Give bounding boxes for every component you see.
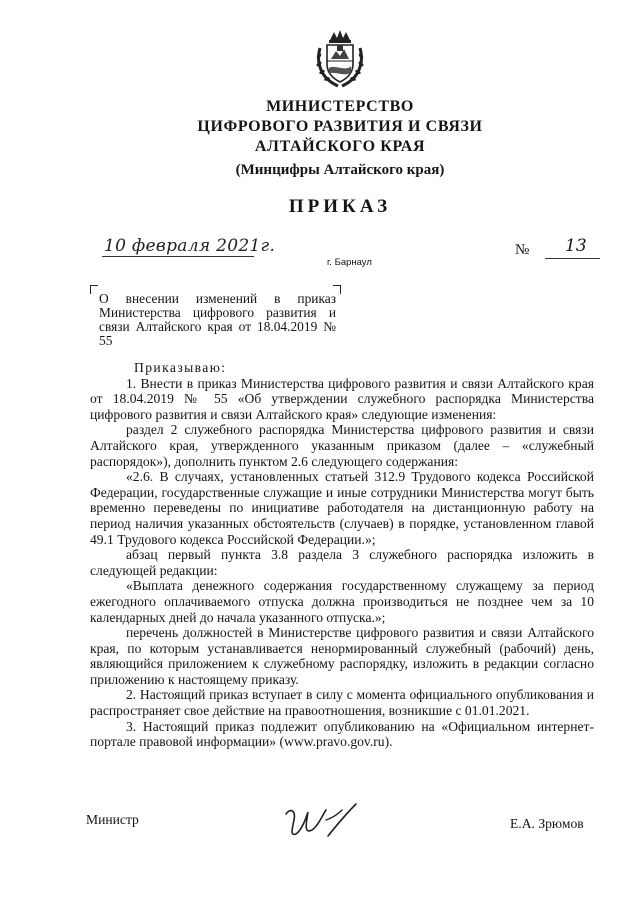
document-body <box>90 360 594 750</box>
number-underline <box>545 258 600 259</box>
coat-of-arms-icon <box>312 28 368 90</box>
body-paragraph-7: 2. Настоящий приказ вступает в силу с момента официального опубликования и распространяет свое действие на правоотношения, возникшие с 01.01.2021. <box>90 687 594 719</box>
document-date: 10 февраля 2021г. <box>104 236 276 256</box>
number-label: № <box>515 242 530 258</box>
body-paragraph-8: 3. Настоящий приказ подлежит опубликованию на «Официальном интернет-портале правовой информации» (www.pravo.gov.ru). <box>90 718 594 750</box>
order-word: Приказываю: <box>134 360 227 375</box>
ministry-name <box>170 97 510 157</box>
body-paragraph-3: «2.6. В случаях, установленных статьей 312.9 Трудового кодекса Российской Федерации, государственные служащие и иные сотрудники Министерства могут быть временно переведены по инициативе работодателя на дистанционную работу на период наличия указанных обстоятельств (случаев) в порядке, установленном главой 49.1 Трудового кодекса Российской Федерации.»; <box>90 469 594 547</box>
body-paragraph-4: абзац первый пункта 3.8 раздела 3 служебного распорядка изложить в следующей редакции: <box>90 547 594 578</box>
ministry-line-1: МИНИСТЕРСТВО <box>266 98 414 115</box>
ministry-line-3: АЛТАЙСКОГО КРАЯ <box>254 138 426 155</box>
document-subject: О внесении изменений в приказ Министерства цифрового развития и связи Алтайского края от 18.04.2019 № 55 <box>99 291 336 348</box>
body-paragraph-6: перечень должностей в Министерстве цифрового развития и связи Алтайского края, по которым устанавливается ненормированный служебный (рабочий) день, являющийся приложением к служебному распорядку, изложить в редакции согласно приложению к настоящему приказу. <box>90 625 594 687</box>
signature-icon <box>282 800 362 850</box>
signatory-role: Министр <box>86 812 139 827</box>
body-paragraph-2: раздел 2 служебного распорядка Министерства цифрового развития и связи Алтайского края, утвержденного указанным приказом (далее – «служебный распорядок»), дополнить пунктом 2.6 следующего содержания: <box>90 422 594 469</box>
body-paragraph-1: 1. Внести в приказ Министерства цифрового развития и связи Алтайского края от 18.04.2019 № 55 «Об утверждении служебного распорядка Министерства цифрового развития и связи Алтайского края» следующие изменения: <box>90 375 594 422</box>
subject-bracket-left <box>90 285 98 294</box>
date-underline <box>102 256 254 257</box>
document-number: 13 <box>565 236 587 256</box>
document-place: г. Барнаул <box>327 257 372 268</box>
ministry-short-name: (Минцифры Алтайского края) <box>235 162 445 178</box>
document-type-title: ПРИКАЗ <box>288 196 392 217</box>
ministry-line-2: ЦИФРОВОГО РАЗВИТИЯ И СВЯЗИ <box>197 118 483 135</box>
signatory-name: Е.А. Зрюмов <box>510 816 584 831</box>
body-paragraph-5: «Выплата денежного содержания государственному служащему за период ежегодного оплачиваемого отпуска должна производиться не позднее чем за 10 календарных дней до начала указанного отпуска.»; <box>90 578 594 625</box>
